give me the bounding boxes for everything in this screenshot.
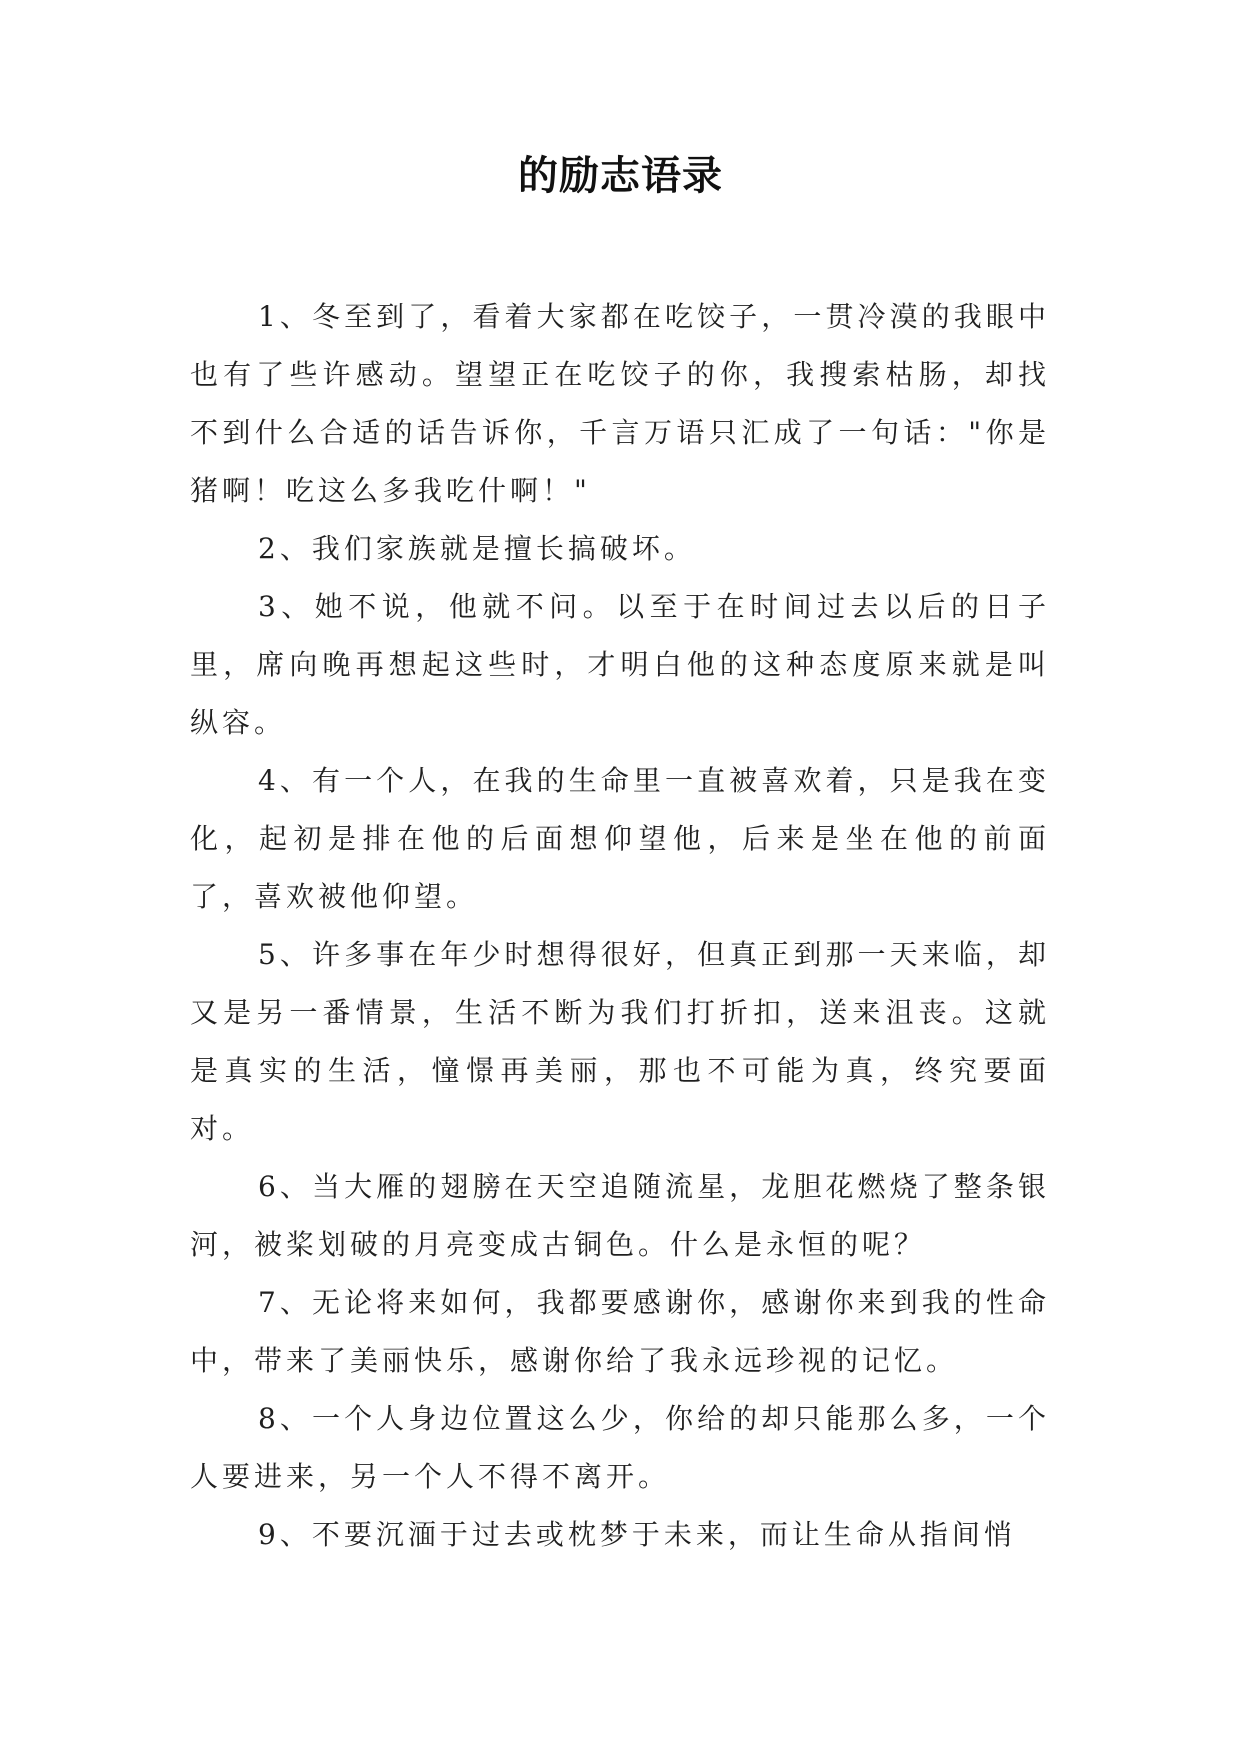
paragraph-2: 2、我们家族就是擅长搞破坏。 [258, 532, 696, 565]
paragraph-3: 3、她不说，他就不问。以至于在时间过去以后的日子里，席向晚再想起这些时，才明白他的这种态度原来就是叫纵容。 [190, 590, 1050, 739]
document-title: 的励志语录 [518, 153, 723, 199]
paragraph-5: 5、许多事在年少时想得很好，但真正到那一天来临，却又是另一番情景，生活不断为我们打折扣，送来沮丧。这就是真实的生活，憧憬再美丽，那也不可能为真，终究要面对。 [190, 938, 1050, 1145]
paragraph-7: 7、无论将来如何，我都要感谢你，感谢你来到我的性命中，带来了美丽快乐，感谢你给了我永远珍视的记忆。 [190, 1286, 1050, 1377]
paragraph-6: 6、当大雁的翅膀在天空追随流星，龙胆花燃烧了整条银河，被桨划破的月亮变成古铜色。什么是永恒的呢？ [190, 1170, 1050, 1261]
paragraph-1: 1、冬至到了，看着大家都在吃饺子，一贯冷漠的我眼中也有了些许感动。望望正在吃饺子的你，我搜索枯肠，却找不到什么合适的话告诉你，千言万语只汇成了一句话："你是猪啊！吃这么多我吃什啊！" [190, 300, 1050, 507]
paragraph-4: 4、有一个人，在我的生命里一直被喜欢着，只是我在变化，起初是排在他的后面想仰望他，后来是坐在他的前面了，喜欢被他仰望。 [190, 764, 1050, 913]
document-body [190, 288, 1050, 1564]
paragraph-8: 8、一个人身边位置这么少，你给的却只能那么多，一个人要进来，另一个人不得不离开。 [190, 1402, 1050, 1493]
paragraph-9: 9、不要沉湎于过去或枕梦于未来，而让生命从指间悄 [258, 1518, 1016, 1551]
